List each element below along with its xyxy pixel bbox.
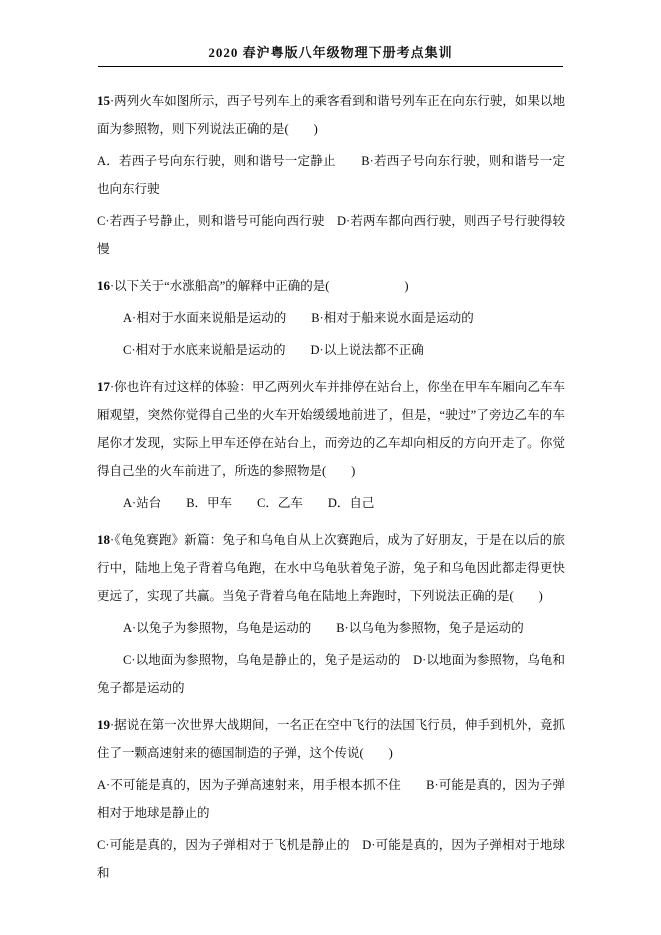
exam-content	[97, 87, 565, 887]
option-line-cd: C·以地面为参照物，乌龟是静止的，兔子是运动的 D·以地面为参照物，乌龟和兔子都是运动的	[97, 653, 565, 695]
question-number: 17	[97, 379, 110, 394]
question-stem-row	[97, 711, 565, 767]
question-stem: ·据说在第一次世界大战期间，一名正在空中飞行的法国飞行员，伸手到机外，竟抓住了一颗高速射来的德国制造的子弹，这个传说( )	[97, 718, 565, 760]
option-line-cd: C·若西子号静止，则和谐号可能向西行驶 D·若两车都向西行驶，则西子号行驶得较慢	[97, 214, 565, 256]
header-divider	[98, 66, 563, 67]
question-stem: ·以下关于“水涨船高”的解释中正确的是( )	[110, 279, 409, 293]
question-stem-row	[97, 87, 565, 143]
question-number: 19	[97, 717, 110, 732]
option-line-abcd: A·站台 B．甲车 C．乙车 D．自己	[123, 496, 375, 510]
option-line-cd: C·可能是真的，因为子弹相对于飞机是静止的 D·可能是真的，因为子弹相对于地球和	[97, 838, 565, 880]
question-number: 16	[97, 278, 110, 293]
option-line-ab: A．若西子号向东行驶，则和谐号一定静止 B·若西子号向东行驶，则和谐号一定也向东行驶	[97, 154, 565, 196]
question-16	[97, 272, 565, 364]
question-stem: ·两列火车如图所示，西子号列车上的乘客看到和谐号列车正在向东行驶，如果以地面为参照物，则下列说法正确的是( )	[97, 94, 565, 136]
question-stem: ·你也许有过这样的体验：甲乙两列火车并排停在站台上，你坐在甲车车厢向乙车车厢观望，突然你觉得自己坐的火车开始缓缓地前进了，但是，“驶过”了旁边乙车的车尾你才发现，实际上甲车还停在站台上，而旁边的乙车却向相反的方向开走了。你觉得自己坐的火车前进了，所选的参照物是( )	[97, 380, 565, 478]
option-line-ab: A·相对于水面来说船是运动的 B·相对于船来说水面是运动的	[123, 311, 474, 325]
question-stem-row	[97, 526, 565, 610]
question-18	[97, 526, 565, 702]
option-line-ab: A·以兔子为参照物，乌龟是运动的 B·以乌龟为参照物，兔子是运动的	[123, 621, 524, 635]
question-stem-row	[97, 373, 565, 485]
question-number: 18	[97, 532, 110, 547]
page-header-title: 2020 春沪粤版八年级物理下册考点集训	[208, 45, 453, 60]
page-header	[0, 0, 661, 67]
question-17	[97, 373, 565, 517]
question-number: 15	[97, 93, 110, 108]
question-stem-row	[97, 272, 565, 300]
question-stem: ·《龟兔赛跑》新篇：兔子和乌龟自从上次赛跑后，成为了好朋友，于是在以后的旅行中，陆地上兔子背着乌龟跑，在水中乌龟驮着兔子游，兔子和乌龟因此都走得更快更远了，实现了共赢。当兔子背着乌龟在陆地上奔跑时，下列说法正确的是( )	[97, 533, 565, 603]
option-line-cd: C·相对于水底来说船是运动的 D·以上说法都不正确	[123, 343, 424, 357]
option-line-ab: A·不可能是真的，因为子弹高速射来，用手根本抓不住 B·可能是真的，因为子弹相对于地球是静止的	[97, 778, 565, 820]
question-15	[97, 87, 565, 263]
question-19	[97, 711, 565, 887]
